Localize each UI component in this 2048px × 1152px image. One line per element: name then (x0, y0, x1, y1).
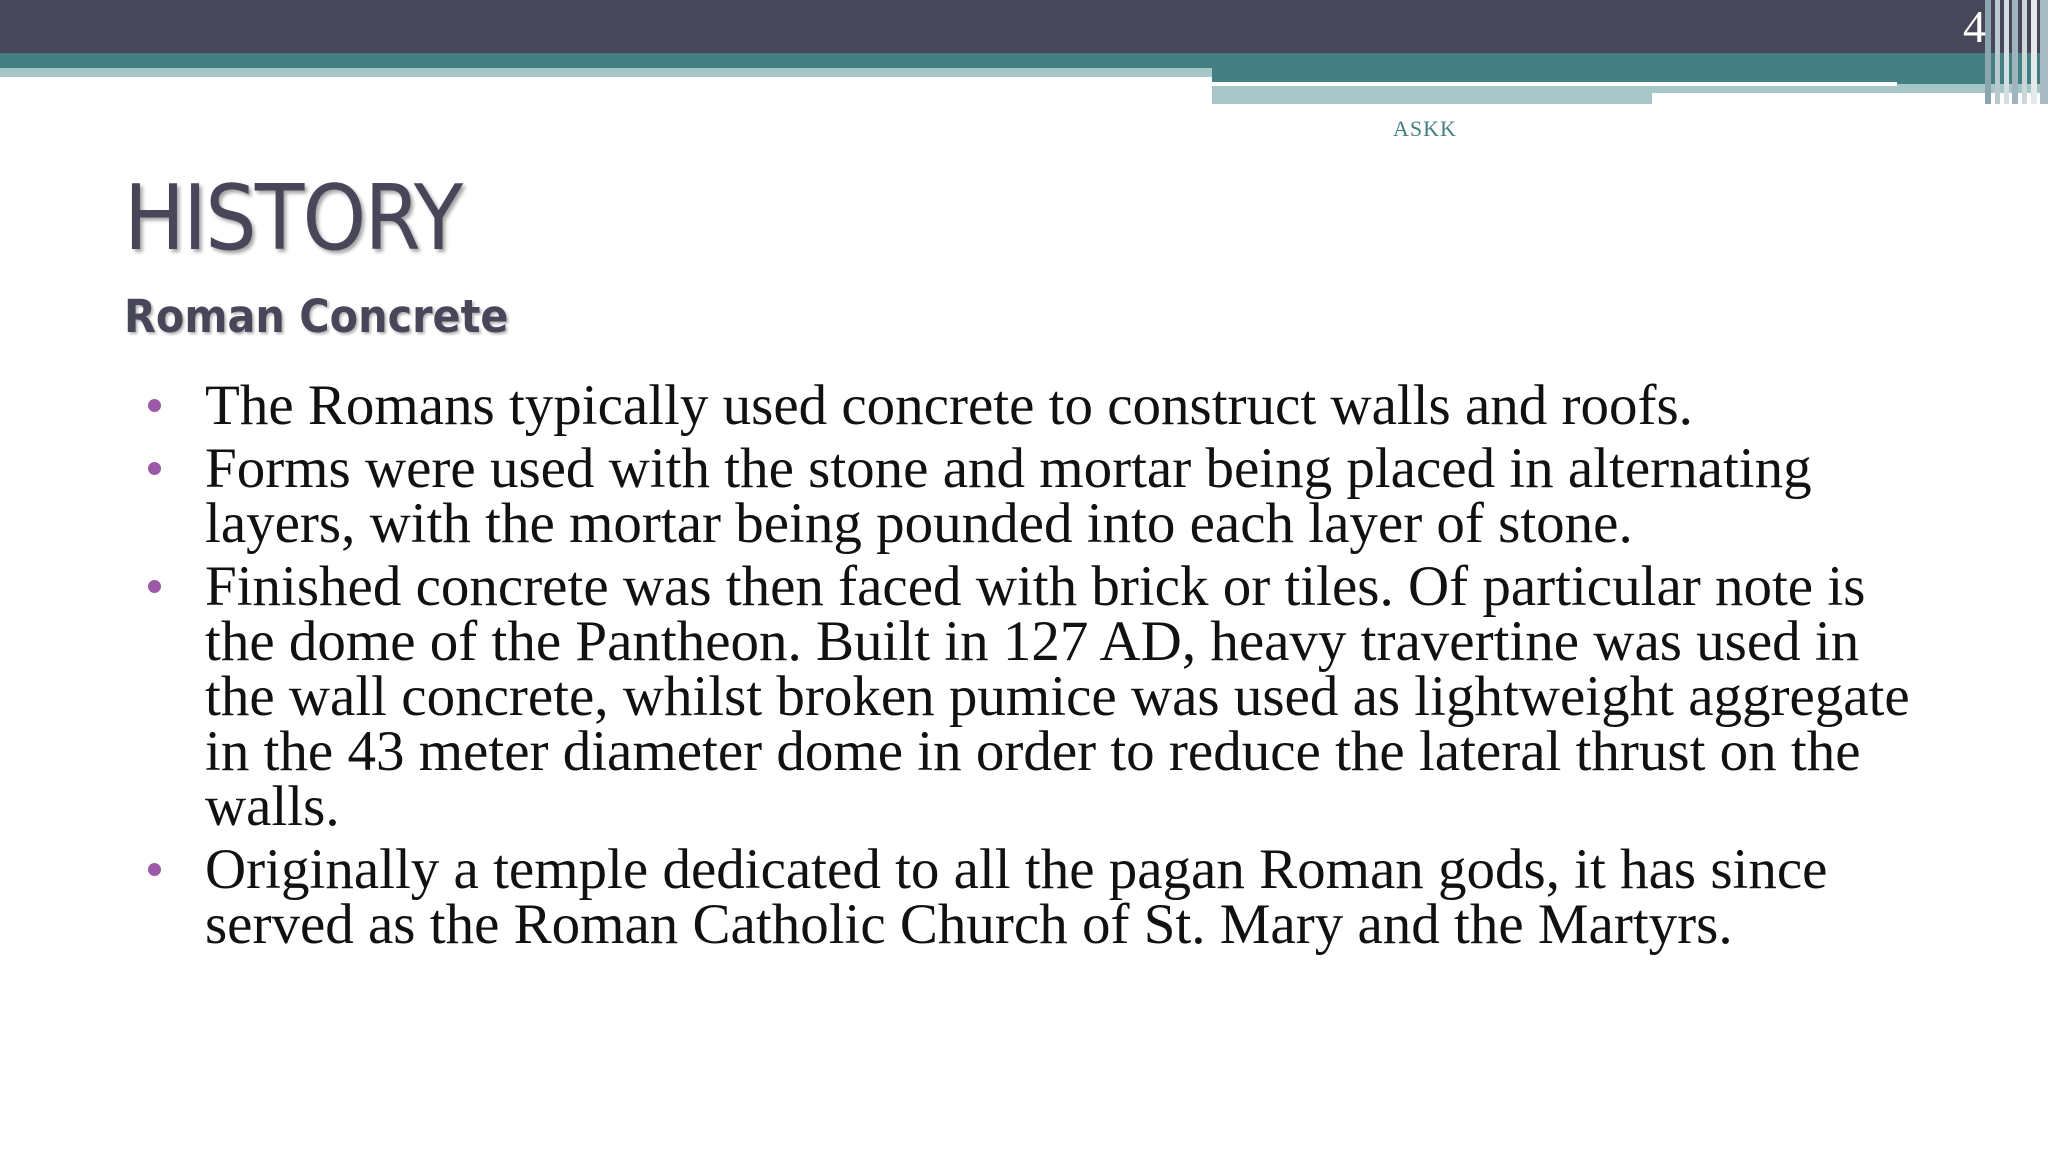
corner-stripe (2004, 0, 2009, 104)
header-bar-dark (0, 0, 2048, 53)
header-bar-light (0, 68, 1212, 77)
bullet-text: Originally a temple dedicated to all the pagan Roman gods, it has since served as the Roman Catholic Church of St. Mary and the Martyrs. (205, 838, 1828, 956)
corner-stripe (2031, 0, 2037, 104)
bullet-item (148, 838, 1928, 956)
slide-title: HISTORY (124, 166, 462, 271)
bullet-dot-icon (148, 863, 161, 876)
corner-stripe (2040, 0, 2048, 104)
bullet-text: Forms were used with the stone and mortar being placed in alternating layers, with the mortar being pounded into each layer of stone. (205, 437, 1812, 555)
bullet-dot-icon (148, 399, 161, 412)
bullet-item (148, 555, 1928, 838)
bullet-dot-icon (148, 462, 161, 475)
header-white-line (1212, 82, 1897, 86)
header-bar-light-right (1212, 84, 1652, 104)
header-bar-teal (0, 53, 2048, 68)
slide-subtitle: Roman Concrete (124, 290, 509, 343)
bullet-item (148, 374, 1928, 437)
bullet-text: Finished concrete was then faced with brick or tiles. Of particular note is the dome of the Pantheon. Built in 127 AD, heavy travertine was used in the wall concrete, whilst broken pumice was used as lightweight aggregate in the 43 meter diameter dome in order to reduce the lateral thrust on the walls. (205, 555, 1910, 838)
corner-stripe (1995, 0, 2000, 104)
bullet-item (148, 437, 1928, 555)
bullet-list (148, 374, 1928, 960)
footer-label: ASKK (1393, 116, 1457, 141)
bullet-dot-icon (148, 580, 161, 593)
corner-stripe (2022, 0, 2027, 104)
bullet-text: The Romans typically used concrete to construct walls and roofs. (205, 374, 1693, 437)
corner-stripe (2012, 0, 2018, 104)
page-number: 4 (1963, 1, 1986, 52)
